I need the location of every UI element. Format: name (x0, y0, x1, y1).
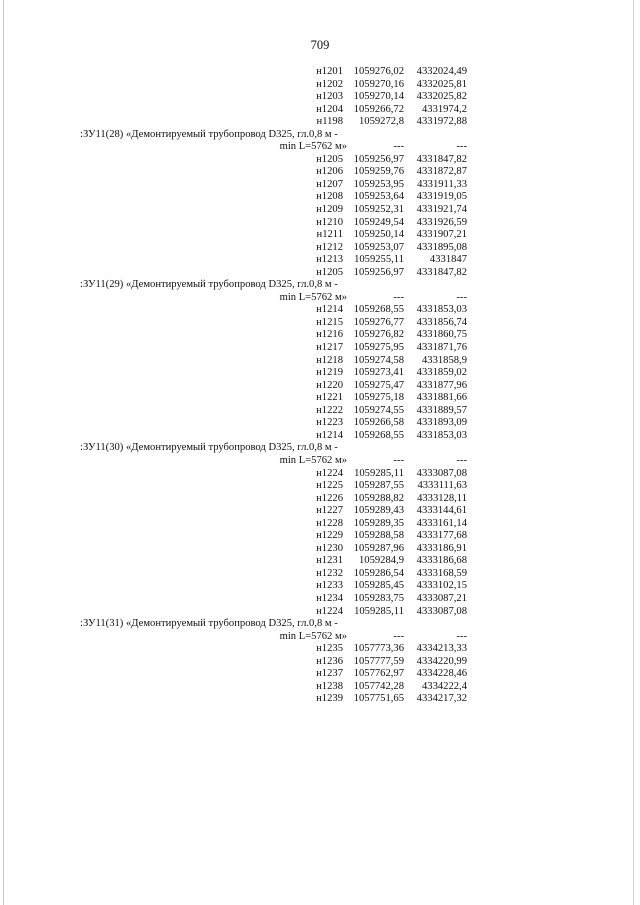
point-id: н1239 (316, 693, 343, 705)
coordinate-y: 4331847,82 (416, 153, 467, 165)
coordinate-x: 1059289,43 (353, 505, 404, 517)
coordinate-y: 4331859,02 (416, 367, 467, 379)
section-header-continuation: min L=5762 м» (279, 454, 347, 466)
section-header-continuation-line (0, 141, 640, 154)
coordinate-y: 4331893,09 (416, 417, 467, 429)
point-id: н1205 (316, 266, 343, 278)
point-id: н1236 (316, 655, 343, 667)
point-id: н1203 (316, 91, 343, 103)
coordinate-x: 1057773,36 (353, 643, 404, 655)
coordinate-y: 4334222,4 (421, 680, 467, 692)
coordinate-x: 1059270,16 (353, 78, 404, 90)
table-row (0, 568, 640, 581)
table-row (0, 430, 640, 443)
coordinate-y: 4331895,08 (416, 241, 467, 253)
table-row (0, 493, 640, 506)
coordinate-x: 1059274,58 (353, 354, 404, 366)
coordinate-x: 1057762,97 (353, 668, 404, 680)
coordinate-x: 1059275,47 (353, 379, 404, 391)
coordinate-x: 1059289,35 (353, 517, 404, 529)
section-header: :ЗУ11(30) «Демонтируемый трубопровод D325, гл.0,8 м - (80, 442, 338, 454)
table-row (0, 593, 640, 606)
coordinate-x: 1059256,97 (353, 266, 404, 278)
point-id: н1223 (316, 417, 343, 429)
table-row (0, 267, 640, 280)
section-header-line (0, 442, 640, 455)
placeholder-x: --- (393, 141, 404, 153)
coordinate-x: 1059273,41 (353, 367, 404, 379)
table-row (0, 530, 640, 543)
table-row (0, 367, 640, 380)
table-row (0, 154, 640, 167)
coordinate-y: 4331907,21 (416, 229, 467, 241)
table-row (0, 342, 640, 355)
point-id: н1234 (316, 592, 343, 604)
point-id: н1218 (316, 354, 343, 366)
table-row (0, 304, 640, 317)
point-id: н1224 (316, 605, 343, 617)
coordinate-y: 4333186,91 (416, 542, 467, 554)
point-id: н1237 (316, 668, 343, 680)
section-header-continuation-line (0, 292, 640, 305)
point-id: н1231 (316, 555, 343, 567)
table-row (0, 91, 640, 104)
coordinate-y: 4333087,08 (416, 467, 467, 479)
table-row (0, 104, 640, 117)
coordinate-y: 4331972,88 (416, 116, 467, 128)
placeholder-x: --- (393, 454, 404, 466)
point-id: н1207 (316, 178, 343, 190)
point-id: н1219 (316, 367, 343, 379)
coordinate-y: 4331872,87 (416, 166, 467, 178)
point-id: н1198 (316, 116, 343, 128)
placeholder-y: --- (456, 454, 467, 466)
coordinate-x: 1059275,95 (353, 342, 404, 354)
coordinate-x: 1059256,97 (353, 153, 404, 165)
table-row (0, 668, 640, 681)
section-header-line (0, 618, 640, 631)
section-header-continuation: min L=5762 м» (279, 141, 347, 153)
table-row (0, 242, 640, 255)
table-row (0, 543, 640, 556)
section-header-continuation-line (0, 455, 640, 468)
coordinate-x: 1059268,55 (353, 429, 404, 441)
coordinate-y: 4333168,59 (416, 567, 467, 579)
point-id: н1216 (316, 329, 343, 341)
coordinate-y: 4331847,82 (416, 266, 467, 278)
section-header-continuation: min L=5762 м» (279, 630, 347, 642)
point-id: н1225 (316, 480, 343, 492)
coordinates-table (0, 66, 640, 706)
point-id: н1201 (316, 66, 343, 77)
coordinate-x: 1059270,14 (353, 91, 404, 103)
point-id: н1227 (316, 505, 343, 517)
coordinate-y: 4331877,96 (416, 379, 467, 391)
coordinate-y: 4331881,66 (416, 392, 467, 404)
section-header-continuation: min L=5762 м» (279, 291, 347, 303)
point-id: н1211 (316, 229, 343, 241)
placeholder-x: --- (393, 630, 404, 642)
coordinate-y: 4331853,03 (416, 429, 467, 441)
coordinate-y: 4331860,75 (416, 329, 467, 341)
coordinate-x: 1059287,55 (353, 480, 404, 492)
table-row (0, 580, 640, 593)
table-row (0, 229, 640, 242)
coordinate-y: 4332025,81 (416, 78, 467, 90)
page-number: 709 (310, 38, 330, 52)
coordinate-y: 4333111,63 (417, 480, 467, 492)
coordinate-y: 4333144,61 (416, 505, 467, 517)
coordinate-x: 1059283,75 (353, 592, 404, 604)
table-row (0, 66, 640, 79)
coordinate-y: 4331871,76 (416, 342, 467, 354)
coordinate-y: 4331858,9 (421, 354, 467, 366)
coordinate-x: 1059266,72 (353, 103, 404, 115)
table-row (0, 643, 640, 656)
coordinate-x: 1059266,58 (353, 417, 404, 429)
table-row (0, 179, 640, 192)
coordinate-x: 1059250,14 (353, 229, 404, 241)
coordinate-y: 4331847 (429, 254, 467, 266)
coordinate-y: 4333128,11 (417, 492, 467, 504)
coordinate-y: 4333186,68 (416, 555, 467, 567)
coordinate-x: 1057742,28 (353, 680, 404, 692)
point-id: н1228 (316, 517, 343, 529)
point-id: н1233 (316, 580, 343, 592)
coordinate-y: 4333087,21 (416, 592, 467, 604)
point-id: н1214 (316, 429, 343, 441)
coordinate-x: 1059275,18 (353, 392, 404, 404)
section-header-line (0, 129, 640, 142)
point-id: н1217 (316, 342, 343, 354)
section-header-line (0, 279, 640, 292)
coordinate-y: 4334220,99 (416, 655, 467, 667)
coordinate-x: 1059285,11 (354, 605, 404, 617)
point-id: н1208 (316, 191, 343, 203)
point-id: н1226 (316, 492, 343, 504)
coordinate-x: 1059268,55 (353, 304, 404, 316)
table-row (0, 254, 640, 267)
point-id: н1213 (316, 254, 343, 266)
point-id: н1210 (316, 216, 343, 228)
table-row (0, 317, 640, 330)
coordinate-x: 1059272,8 (358, 116, 404, 128)
coordinate-x: 1059284,9 (358, 555, 404, 567)
coordinate-y: 4331921,74 (416, 204, 467, 216)
table-row (0, 480, 640, 493)
coordinate-x: 1059288,82 (353, 492, 404, 504)
coordinate-y: 4333102,15 (416, 580, 467, 592)
coordinate-y: 4332025,82 (416, 91, 467, 103)
point-id: н1204 (316, 103, 343, 115)
coordinate-x: 1059286,54 (353, 567, 404, 579)
coordinate-x: 1059253,64 (353, 191, 404, 203)
coordinate-y: 4331911,33 (417, 178, 467, 190)
coordinate-x: 1059274,55 (353, 404, 404, 416)
coordinate-x: 1059285,11 (354, 467, 404, 479)
point-id: н1229 (316, 530, 343, 542)
point-id: н1215 (316, 316, 343, 328)
coordinate-y: 4331856,74 (416, 316, 467, 328)
table-row (0, 417, 640, 430)
coordinate-y: 4331889,57 (416, 404, 467, 416)
coordinate-x: 1059276,77 (353, 316, 404, 328)
placeholder-y: --- (456, 141, 467, 153)
coordinate-y: 4331853,03 (416, 304, 467, 316)
coordinate-y: 4334217,32 (416, 693, 467, 705)
point-id: н1224 (316, 467, 343, 479)
coordinate-x: 1059276,02 (353, 66, 404, 77)
coordinate-x: 1059249,54 (353, 216, 404, 228)
table-row (0, 606, 640, 619)
point-id: н1202 (316, 78, 343, 90)
section-header: :ЗУ11(28) «Демонтируемый трубопровод D325, гл.0,8 м - (80, 128, 338, 140)
coordinate-y: 4333087,08 (416, 605, 467, 617)
table-row (0, 681, 640, 694)
point-id: н1230 (316, 542, 343, 554)
table-row (0, 79, 640, 92)
coordinate-x: 1059259,76 (353, 166, 404, 178)
placeholder-y: --- (456, 630, 467, 642)
section-header: :ЗУ11(29) «Демонтируемый трубопровод D325, гл.0,8 м - (80, 279, 338, 291)
point-id: н1214 (316, 304, 343, 316)
table-row (0, 505, 640, 518)
coordinate-x: 1059253,95 (353, 178, 404, 190)
point-id: н1235 (316, 643, 343, 655)
table-row (0, 380, 640, 393)
table-row (0, 405, 640, 418)
point-id: н1222 (316, 404, 343, 416)
coordinate-y: 4331926,59 (416, 216, 467, 228)
table-row (0, 217, 640, 230)
placeholder-y: --- (456, 291, 467, 303)
coordinate-y: 4334213,33 (416, 643, 467, 655)
table-row (0, 191, 640, 204)
coordinate-x: 1059255,11 (354, 254, 404, 266)
table-row (0, 518, 640, 531)
section-header: :ЗУ11(31) «Демонтируемый трубопровод D325, гл.0,8 м - (80, 618, 338, 630)
coordinate-y: 4332024,49 (416, 66, 467, 77)
table-row (0, 355, 640, 368)
coordinate-y: 4333177,68 (416, 530, 467, 542)
table-row (0, 329, 640, 342)
table-row (0, 116, 640, 129)
table-row (0, 392, 640, 405)
coordinate-x: 1059276,82 (353, 329, 404, 341)
point-id: н1232 (316, 567, 343, 579)
point-id: н1206 (316, 166, 343, 178)
coordinate-y: 4331919,05 (416, 191, 467, 203)
table-row (0, 468, 640, 481)
coordinate-x: 1059287,96 (353, 542, 404, 554)
point-id: н1220 (316, 379, 343, 391)
table-row (0, 166, 640, 179)
coordinate-x: 1059288,58 (353, 530, 404, 542)
coordinate-x: 1059253,07 (353, 241, 404, 253)
placeholder-x: --- (393, 291, 404, 303)
coordinate-x: 1057751,65 (353, 693, 404, 705)
coordinate-x: 1059285,45 (353, 580, 404, 592)
table-row (0, 656, 640, 669)
coordinate-x: 1059252,31 (353, 204, 404, 216)
coordinate-y: 4334228,46 (416, 668, 467, 680)
coordinate-y: 4333161,14 (416, 517, 467, 529)
point-id: н1238 (316, 680, 343, 692)
point-id: н1212 (316, 241, 343, 253)
point-id: н1221 (316, 392, 343, 404)
table-row (0, 693, 640, 706)
table-row (0, 555, 640, 568)
table-row (0, 204, 640, 217)
section-header-continuation-line (0, 631, 640, 644)
coordinate-x: 1057777,59 (353, 655, 404, 667)
point-id: н1205 (316, 153, 343, 165)
coordinate-y: 4331974,2 (421, 103, 467, 115)
point-id: н1209 (316, 204, 343, 216)
